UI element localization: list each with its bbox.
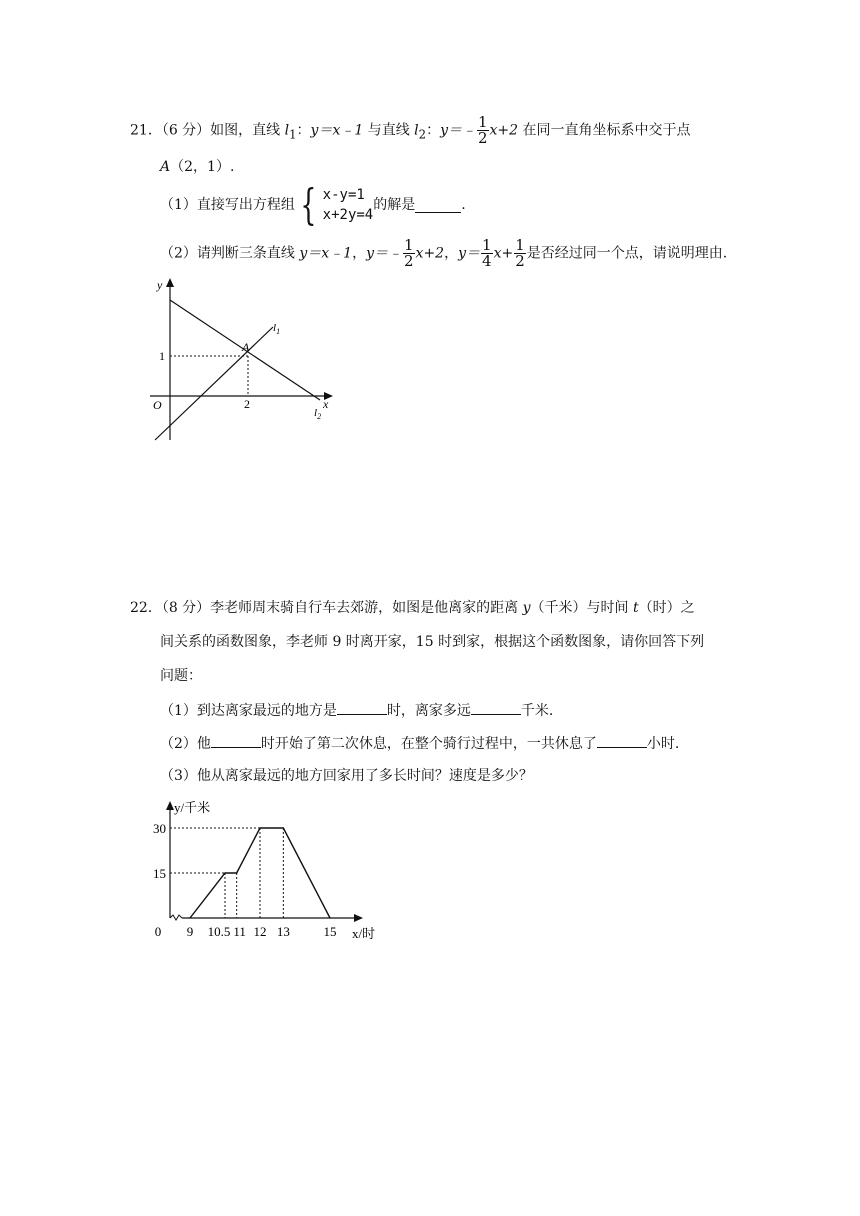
system-eq-2: x+2y=4 xyxy=(322,207,374,223)
period: . xyxy=(461,197,466,213)
tick-2: 2 xyxy=(244,397,250,411)
fraction xyxy=(403,238,415,269)
answer-blank[interactable] xyxy=(471,700,521,715)
frac-num: 1 xyxy=(515,236,525,254)
fraction xyxy=(481,238,493,269)
x-tick-label: 9 xyxy=(186,924,194,939)
frac-den: 2 xyxy=(404,252,414,270)
point-a-label: A xyxy=(242,340,250,354)
fraction xyxy=(514,238,526,269)
connector: 与直线 xyxy=(363,122,415,139)
point-a: A xyxy=(160,159,171,175)
x-axis-label: x/时 xyxy=(352,926,376,941)
l2-graph-l: l xyxy=(314,407,318,419)
equation-system xyxy=(295,180,374,229)
tick-1: 1 xyxy=(159,349,165,363)
l2-equation-b: x+2 xyxy=(489,122,519,139)
frac-num: 1 xyxy=(482,236,492,254)
colon: ： xyxy=(296,122,311,139)
l1-graph-l: l xyxy=(273,322,277,334)
q21-line2 xyxy=(160,157,234,177)
answer-blank[interactable] xyxy=(597,733,647,748)
q21-line1 xyxy=(130,115,691,146)
y-axis-label: y/千米 xyxy=(174,800,211,815)
p1-b: 时，离家多远 xyxy=(386,703,471,719)
answer-blank[interactable] xyxy=(415,198,461,213)
frac-num: 1 xyxy=(477,113,488,131)
l2-equation-a: y＝﹣ xyxy=(440,122,476,139)
q22-line1-tail: （时）之 xyxy=(638,600,695,616)
x-tick-label: 0 xyxy=(154,924,162,939)
data-point xyxy=(189,917,190,918)
var-t: t xyxy=(633,600,639,616)
q21-graph xyxy=(145,275,345,445)
line-eq-2b: x+2 xyxy=(415,245,445,262)
q21-part1 xyxy=(160,180,466,229)
l1-equation: y＝x﹣1 xyxy=(310,122,364,139)
l2-graph-sub: 2 xyxy=(317,412,322,421)
p2-c: 小时. xyxy=(646,736,680,752)
q22-line3: 问题： xyxy=(160,668,202,684)
q21-number: 21．（6 分）如图，直线 xyxy=(130,122,285,139)
l2-graph-label xyxy=(314,407,321,421)
q22-chart xyxy=(140,798,380,948)
l1-sub: 1 xyxy=(289,127,297,142)
line-eq-3a: y＝ xyxy=(458,245,481,262)
frac-den: 2 xyxy=(515,252,525,270)
x-tick-label: 13 xyxy=(276,924,290,939)
q21-line1-tail: 在同一直角坐标系中交于点 xyxy=(518,122,691,139)
origin-label: O xyxy=(153,398,162,412)
y-tick-label: 30 xyxy=(153,821,166,836)
brace-icon: { xyxy=(300,180,317,229)
q22-part2 xyxy=(160,733,679,754)
line-eq-1: y＝x﹣1 xyxy=(299,245,353,262)
l2-sub: 2 xyxy=(418,127,427,142)
x-arrow-icon xyxy=(354,914,363,922)
p2-a: （2）他 xyxy=(160,736,211,752)
frac-den: 2 xyxy=(477,129,488,147)
q22-part3: （3）他从离家最远的地方回家用了多长时间？速度是多少？ xyxy=(160,768,533,784)
axis-break-icon xyxy=(170,915,182,920)
system-eq-1: x-y=1 xyxy=(322,187,365,203)
p1-c: 千米. xyxy=(520,703,554,719)
q22-line1 xyxy=(130,598,695,618)
part1-prefix: （1）直接写出方程组 xyxy=(160,197,295,213)
comma: ， xyxy=(444,245,459,262)
q22-line2: 间关系的函数图象，李老师 9 时离开家，15 时到家，根据这个函数图象，请你回答下列 xyxy=(160,634,705,650)
point-coords: （2，1）. xyxy=(170,159,235,175)
frac-num: 1 xyxy=(404,236,414,254)
l1-label: l xyxy=(284,122,290,139)
l1-graph-label xyxy=(273,322,280,336)
q22-line1-text: 22．（8 分）李老师周末骑自行车去郊游，如图是他离家的距离 xyxy=(130,600,523,616)
line-l1 xyxy=(155,327,273,440)
part1-suffix: 的解是 xyxy=(373,197,416,213)
answer-blank[interactable] xyxy=(211,733,261,748)
q21-part2 xyxy=(160,238,727,269)
var-y: y xyxy=(522,600,531,616)
l2-label: l xyxy=(414,122,419,139)
x-label: x xyxy=(323,397,329,411)
answer-blank[interactable] xyxy=(337,700,387,715)
q22-line1-mid: （千米）与时间 xyxy=(530,600,633,616)
data-point xyxy=(329,917,330,918)
line-eq-3b: x+ xyxy=(493,245,514,262)
colon: ： xyxy=(426,122,441,139)
p1-a: （1）到达离家最远的地方是 xyxy=(160,703,337,719)
q22-part1 xyxy=(160,700,553,721)
comma: ， xyxy=(352,245,367,262)
x-tick-label: 11 xyxy=(233,924,246,939)
frac-den: 4 xyxy=(482,252,492,270)
y-tick-label: 15 xyxy=(153,866,166,881)
y-arrow-icon xyxy=(166,278,174,287)
part2-tail: 是否经过同一个点，请说明理由. xyxy=(526,245,728,262)
fraction xyxy=(477,115,489,146)
line-eq-2a: y＝﹣ xyxy=(366,245,402,262)
y-arrow-icon xyxy=(166,801,174,810)
part2-prefix: （2）请判断三条直线 xyxy=(160,245,300,262)
p2-b: 时开始了第二次休息，在整个骑行过程中，一共休息了 xyxy=(260,736,597,752)
x-tick-label: 15 xyxy=(323,924,337,939)
y-label: y xyxy=(157,278,163,292)
x-tick-label: 12 xyxy=(253,924,267,939)
l1-graph-sub: 1 xyxy=(276,327,281,336)
x-tick-label: 10.5 xyxy=(207,924,231,939)
